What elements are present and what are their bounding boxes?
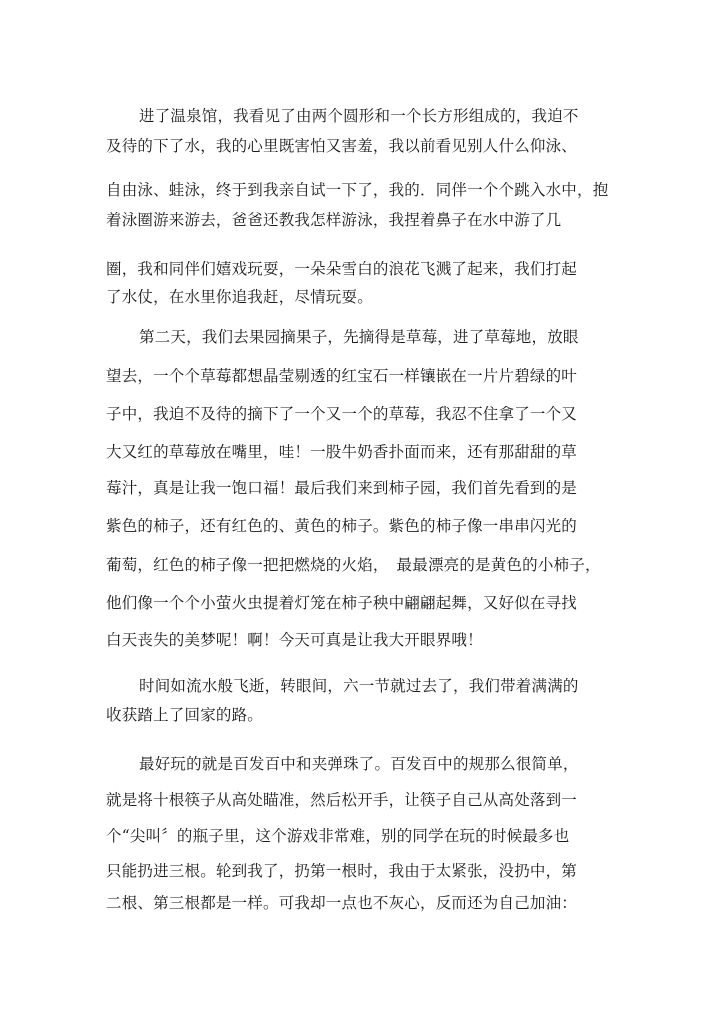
text-line: 大又红的草莓放在嘴里，哇！一股牛奶香扑面而来，还有那甜甜的草 <box>106 443 578 461</box>
text-line: 及待的下了水，我的心里既害怕又害羞，我以前看见别人什么仰泳、 <box>106 137 578 155</box>
text-line: 只能扔进三根。轮到我了，扔第一根时，我由于太紧张，没扔中，第 <box>106 862 578 880</box>
text-line: 他们像一个个小萤火虫提着灯笼在柿子秧中翩翩起舞，又好似在寻找 <box>106 594 578 612</box>
text-line: 进了温泉馆，我看见了由两个圆形和一个长方形组成的，我迫不 <box>139 107 579 125</box>
text-line: 收获踏上了回家的路。 <box>106 706 264 724</box>
text-line: 时间如流水般飞逝，转眼间，六一节就过去了，我们带着满满的 <box>139 677 579 695</box>
text-line: 自由泳、蛙泳，终于到我亲自试一下了，我的．同伴一个个跳入水中，抱 <box>106 181 609 199</box>
text-line: 圈，我和同伴们嬉戏玩耍，一朵朵雪白的浪花飞溅了起来，我们打起 <box>106 260 578 278</box>
text-line: 葡萄，红色的柿子像一把把燃烧的火焰， 最最漂亮的是黄色的小柿子， <box>106 556 601 574</box>
text-line: 了水仗，在水里你追我赶，尽情玩耍。 <box>106 288 373 306</box>
text-line: 子中，我迫不及待的摘下了一个又一个的草莓，我忍不住拿了一个又 <box>106 405 578 423</box>
text-line: 二根、第三根都是一样。可我却一点也不灰心，反而还为自己加油： <box>106 894 578 912</box>
text-line: 就是将十根筷子从高处瞄准，然后松开手，让筷子自己从高处落到一 <box>106 791 578 809</box>
text-line: 望去，一个个草莓都想晶莹剔透的红宝石一样镶嵌在一片片碧绿的叶 <box>106 367 578 385</box>
text-line: 最好玩的就是百发百中和夹弹珠了。百发百中的规那么很简单， <box>139 755 579 773</box>
text-line: 莓汁，真是让我一饱口福！最后我们来到柿子园，我们首先看到的是 <box>106 479 578 497</box>
text-line: 紫色的柿子，还有红色的、黄色的柿子。紫色的柿子像一串串闪光的 <box>106 517 578 535</box>
text-line: 白天丧失的美梦呢！啊！今天可真是让我大开眼界哦！ <box>106 631 483 649</box>
text-line: 个“尖叫〞的瓶子里，这个游戏非常难，别的同学在玩的时候最多也 <box>106 827 570 845</box>
text-line: 第二天，我们去果园摘果子，先摘得是草莓，进了草莓地，放眼 <box>139 328 579 346</box>
text-line: 着泳圈游来游去，爸爸还教我怎样游泳，我捏着鼻子在水中游了几 <box>106 211 562 229</box>
